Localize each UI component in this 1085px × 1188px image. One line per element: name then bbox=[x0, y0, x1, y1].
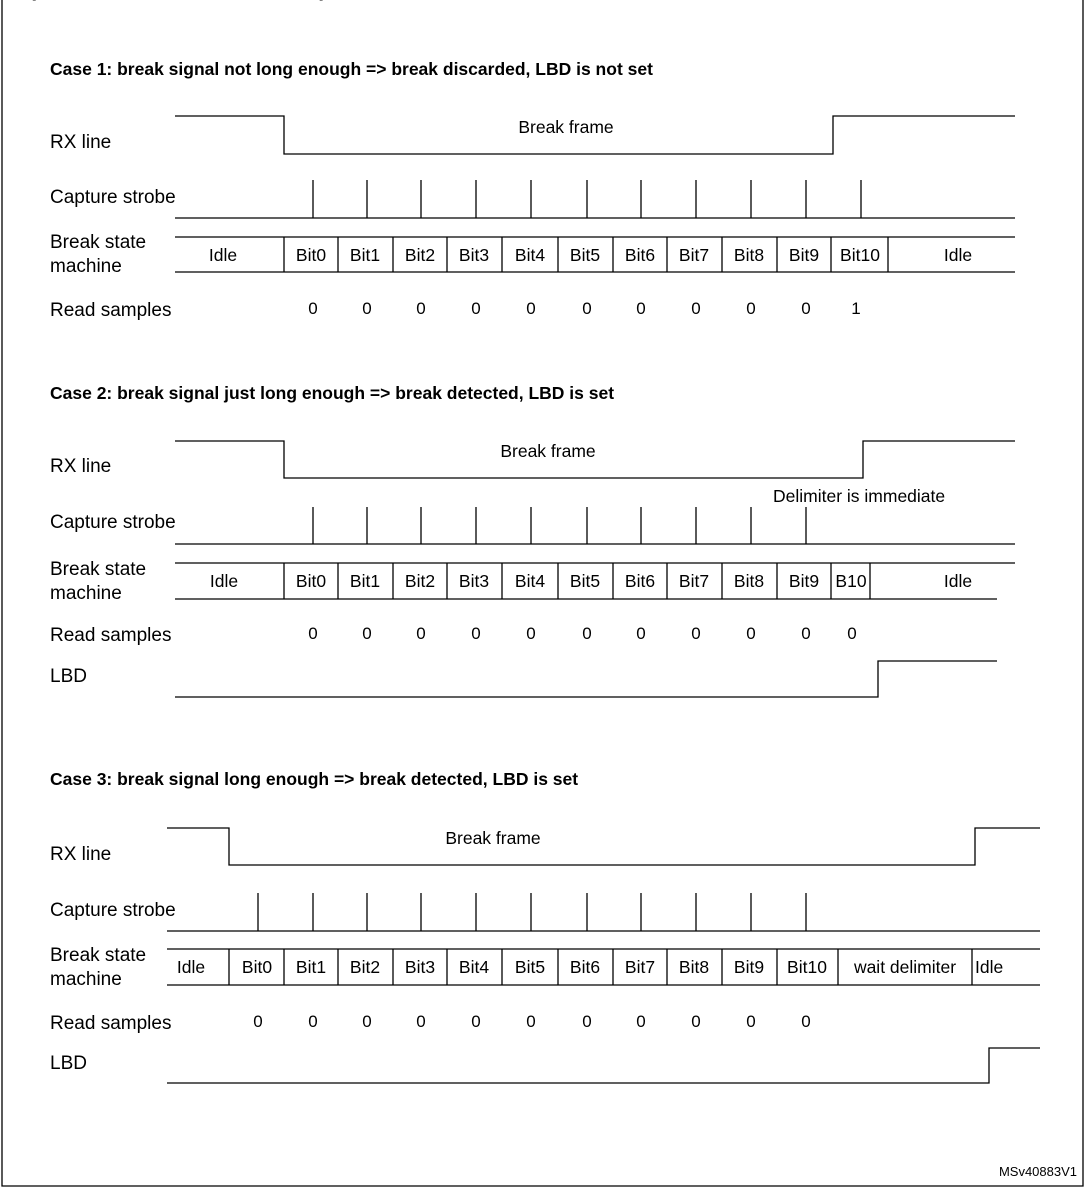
state-cell-label: Idle bbox=[209, 571, 239, 591]
sample-value: 0 bbox=[471, 1012, 481, 1031]
state-cell-label: Bit9 bbox=[733, 957, 765, 977]
state-cell-label: B10 bbox=[835, 571, 867, 591]
state-cell-label: Idle bbox=[943, 571, 973, 591]
case-2 bbox=[50, 383, 1015, 697]
case-3-read-samples-label: Read samples bbox=[50, 1013, 172, 1034]
case-3-break-state-label-2: machine bbox=[50, 969, 122, 990]
case-2-lbd-waveform bbox=[175, 661, 997, 697]
figure-reference: MSv40883V1 bbox=[998, 1164, 1077, 1179]
case-3-state-labels bbox=[177, 957, 1003, 977]
sample-value: 0 bbox=[308, 624, 318, 643]
state-cell-label: Bit1 bbox=[349, 571, 381, 591]
case-3 bbox=[50, 769, 1040, 1083]
sample-value: 0 bbox=[308, 299, 318, 318]
sample-value: 0 bbox=[362, 299, 372, 318]
sample-value: 0 bbox=[471, 624, 481, 643]
state-cell-label: Bit2 bbox=[349, 957, 381, 977]
case-3-break-frame-label: Break frame bbox=[445, 828, 541, 848]
case-2-break-frame-label: Break frame bbox=[500, 441, 596, 461]
case-3-sample-values bbox=[253, 1012, 810, 1031]
state-cell-label: Bit8 bbox=[733, 245, 765, 265]
sample-value: 0 bbox=[526, 1012, 536, 1031]
case-2-read-samples-label: Read samples bbox=[50, 625, 172, 646]
case-2-sample-values bbox=[308, 624, 856, 643]
sample-value: 0 bbox=[847, 624, 857, 643]
sample-value: 0 bbox=[526, 624, 536, 643]
sample-value: 0 bbox=[416, 299, 426, 318]
case-1-title: Case 1: break signal not long enough => break discarded, LBD is not set bbox=[50, 59, 653, 79]
case-1 bbox=[50, 59, 1015, 321]
state-cell-label: Bit0 bbox=[241, 957, 273, 977]
sample-value: 0 bbox=[746, 624, 756, 643]
case-1-break-frame-label: Break frame bbox=[518, 117, 614, 137]
case-2-break-state-label-2: machine bbox=[50, 583, 122, 604]
sample-value: 0 bbox=[691, 624, 701, 643]
sample-value: 0 bbox=[691, 299, 701, 318]
state-cell-label: Bit8 bbox=[733, 571, 765, 591]
sample-value: 0 bbox=[691, 1012, 701, 1031]
state-cell-label: Bit5 bbox=[569, 571, 601, 591]
case-3-break-state-label-1: Break state bbox=[50, 945, 147, 966]
case-1-capture-strobe-label: Capture strobe bbox=[50, 187, 176, 208]
state-cell-label: Bit10 bbox=[787, 957, 827, 977]
state-cell-label: Bit8 bbox=[678, 957, 710, 977]
case-2-state-labels bbox=[210, 571, 972, 591]
state-cell-label: Bit5 bbox=[514, 957, 546, 977]
case-3-rx-line-label: RX line bbox=[50, 844, 112, 865]
state-cell-label: Bit4 bbox=[514, 245, 546, 265]
state-cell-label: Bit4 bbox=[458, 957, 490, 977]
state-cell-label: Bit4 bbox=[514, 571, 546, 591]
sample-value: 0 bbox=[416, 1012, 426, 1031]
sample-value: 0 bbox=[308, 1012, 318, 1031]
state-cell-label: Bit1 bbox=[295, 957, 327, 977]
state-cell-label: Bit5 bbox=[569, 245, 601, 265]
case-2-break-state-label-1: Break state bbox=[50, 559, 147, 580]
state-cell-label: Bit0 bbox=[295, 571, 327, 591]
sample-value: 0 bbox=[416, 624, 426, 643]
case-2-capture-strobe-label: Capture strobe bbox=[50, 512, 176, 533]
sample-value: 0 bbox=[471, 299, 481, 318]
state-cell-label: Bit7 bbox=[678, 571, 710, 591]
sample-value: 0 bbox=[746, 299, 756, 318]
sample-value: 0 bbox=[636, 299, 646, 318]
state-cell-label: wait delimiter bbox=[853, 957, 957, 977]
case-1-state-labels bbox=[209, 245, 972, 265]
case-1-break-state-label-2: machine bbox=[50, 256, 122, 277]
case-3-lbd-waveform bbox=[167, 1048, 1040, 1083]
state-cell-label: Bit9 bbox=[788, 245, 820, 265]
case-3-lbd-label: LBD bbox=[50, 1053, 87, 1074]
state-cell-label: Idle bbox=[176, 957, 206, 977]
state-cell-label: Idle bbox=[208, 245, 238, 265]
case-3-strobes bbox=[258, 893, 806, 931]
figure-title-fragment bbox=[20, 0, 412, 1]
state-cell-label: Bit6 bbox=[624, 245, 656, 265]
case-3-rx-line-waveform bbox=[167, 828, 1040, 865]
sample-value: 0 bbox=[801, 299, 811, 318]
state-cell-label: Bit3 bbox=[404, 957, 436, 977]
case-2-rx-line-label: RX line bbox=[50, 456, 112, 477]
sample-value: 0 bbox=[582, 624, 592, 643]
case-2-title: Case 2: break signal just long enough => break detected, LBD is set bbox=[50, 383, 615, 403]
state-cell-label: Bit6 bbox=[569, 957, 601, 977]
sample-value: 0 bbox=[582, 1012, 592, 1031]
state-cell-label: Bit7 bbox=[624, 957, 656, 977]
figure-border bbox=[2, 0, 1083, 1186]
case-3-title: Case 3: break signal long enough => break detected, LBD is set bbox=[50, 769, 579, 789]
case-1-read-samples-label: Read samples bbox=[50, 300, 172, 321]
case-1-rx-line-label: RX line bbox=[50, 132, 112, 153]
state-cell-label: Bit10 bbox=[840, 245, 880, 265]
state-cell-label: Bit3 bbox=[458, 571, 490, 591]
case-1-strobes bbox=[313, 180, 861, 218]
case-1-break-state-label-1: Break state bbox=[50, 232, 147, 253]
sample-value: 0 bbox=[801, 1012, 811, 1031]
state-cell-label: Bit2 bbox=[404, 245, 436, 265]
sample-value: 0 bbox=[636, 1012, 646, 1031]
sample-value: 0 bbox=[362, 624, 372, 643]
sample-value: 0 bbox=[253, 1012, 263, 1031]
sample-value: 0 bbox=[526, 299, 536, 318]
case-2-strobes bbox=[313, 507, 806, 544]
state-cell-label: Idle bbox=[943, 245, 973, 265]
sample-value: 0 bbox=[801, 624, 811, 643]
sample-value: 0 bbox=[636, 624, 646, 643]
sample-value: 0 bbox=[746, 1012, 756, 1031]
case-1-sample-values bbox=[308, 299, 860, 318]
state-cell-label: Bit0 bbox=[295, 245, 327, 265]
state-cell-label: Bit2 bbox=[404, 571, 436, 591]
state-cell-label: Bit7 bbox=[678, 245, 710, 265]
state-cell-label: Bit6 bbox=[624, 571, 656, 591]
state-cell-label: Bit3 bbox=[458, 245, 490, 265]
case-2-delimiter-note: Delimiter is immediate bbox=[773, 486, 946, 506]
sample-value: 0 bbox=[362, 1012, 372, 1031]
case-3-capture-strobe-label: Capture strobe bbox=[50, 900, 176, 921]
sample-value: 0 bbox=[582, 299, 592, 318]
state-cell-label: Idle bbox=[975, 957, 1004, 977]
state-cell-label: Bit9 bbox=[788, 571, 820, 591]
case-2-lbd-label: LBD bbox=[50, 666, 87, 687]
state-cell-label: Bit1 bbox=[349, 245, 381, 265]
sample-value: 1 bbox=[851, 299, 861, 318]
